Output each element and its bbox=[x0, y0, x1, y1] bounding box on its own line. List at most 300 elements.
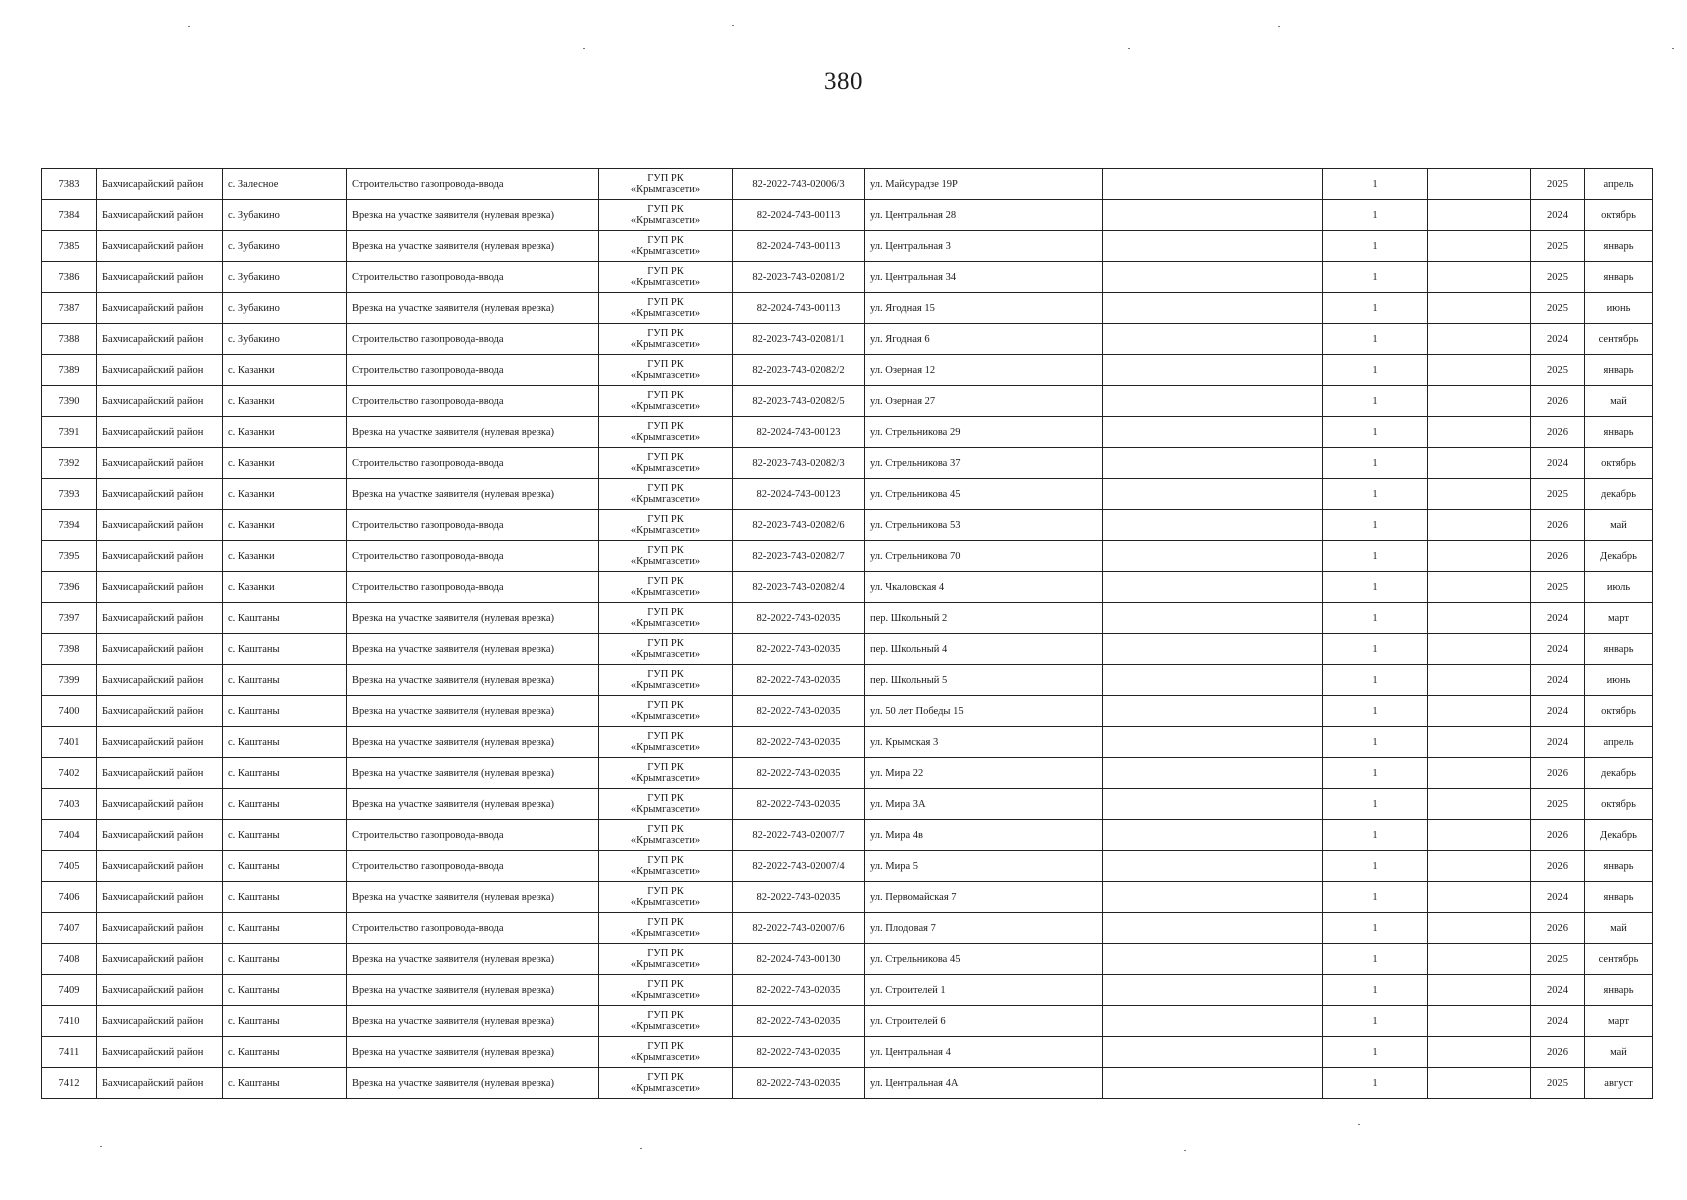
owner-line-2: «Крымгазсети» bbox=[630, 339, 701, 350]
month-cell: январь bbox=[1585, 355, 1653, 386]
owner-line-1: ГУП РК bbox=[647, 886, 684, 897]
district-cell: Бахчисарайский район bbox=[97, 1006, 223, 1037]
quantity-cell: 1 bbox=[1323, 1006, 1428, 1037]
address-cell: ул. Озерная 27 bbox=[865, 386, 1103, 417]
year-cell: 2024 bbox=[1531, 975, 1585, 1006]
table-row bbox=[42, 572, 1653, 603]
settlement-cell: с. Каштаны bbox=[223, 696, 347, 727]
year-cell: 2026 bbox=[1531, 386, 1585, 417]
year-cell: 2026 bbox=[1531, 417, 1585, 448]
owner-line-1: ГУП РК bbox=[647, 1072, 684, 1083]
owner-cell bbox=[599, 169, 733, 200]
empty-cell bbox=[1428, 231, 1531, 262]
row-number: 7401 bbox=[42, 727, 97, 758]
project-code-cell: 82-2022-743-02007/6 bbox=[733, 913, 865, 944]
owner-cell bbox=[599, 572, 733, 603]
year-cell: 2025 bbox=[1531, 1068, 1585, 1099]
empty-cell bbox=[1103, 634, 1323, 665]
row-number: 7383 bbox=[42, 169, 97, 200]
scan-speck bbox=[640, 1148, 642, 1149]
year-cell: 2025 bbox=[1531, 789, 1585, 820]
year-cell: 2025 bbox=[1531, 355, 1585, 386]
year-cell: 2025 bbox=[1531, 479, 1585, 510]
project-code-cell: 82-2022-743-02035 bbox=[733, 634, 865, 665]
row-number: 7389 bbox=[42, 355, 97, 386]
owner-line-2: «Крымгазсети» bbox=[630, 1052, 701, 1063]
empty-cell bbox=[1103, 169, 1323, 200]
work-type-cell: Строительство газопровода-ввода bbox=[347, 510, 599, 541]
month-cell: Декабрь bbox=[1585, 820, 1653, 851]
owner-line-1: ГУП РК bbox=[647, 793, 684, 804]
work-type-cell: Врезка на участке заявителя (нулевая врезка) bbox=[347, 417, 599, 448]
owner-line-1: ГУП РК bbox=[647, 1041, 684, 1052]
owner-line-2: «Крымгазсети» bbox=[630, 835, 701, 846]
empty-cell bbox=[1103, 758, 1323, 789]
district-cell: Бахчисарайский район bbox=[97, 231, 223, 262]
year-cell: 2025 bbox=[1531, 169, 1585, 200]
project-code-cell: 82-2024-743-00123 bbox=[733, 417, 865, 448]
quantity-cell: 1 bbox=[1323, 944, 1428, 975]
year-cell: 2024 bbox=[1531, 448, 1585, 479]
month-cell: Декабрь bbox=[1585, 541, 1653, 572]
project-code-cell: 82-2023-743-02082/2 bbox=[733, 355, 865, 386]
empty-cell bbox=[1103, 386, 1323, 417]
owner-cell bbox=[599, 479, 733, 510]
owner-line-1: ГУП РК bbox=[647, 173, 684, 184]
settlement-cell: с. Каштаны bbox=[223, 913, 347, 944]
work-type-cell: Строительство газопровода-ввода bbox=[347, 324, 599, 355]
owner-line-2: «Крымгазсети» bbox=[630, 990, 701, 1001]
owner-line-2: «Крымгазсети» bbox=[630, 463, 701, 474]
quantity-cell: 1 bbox=[1323, 1037, 1428, 1068]
month-cell: июнь bbox=[1585, 293, 1653, 324]
table-row bbox=[42, 603, 1653, 634]
district-cell: Бахчисарайский район bbox=[97, 603, 223, 634]
row-number: 7411 bbox=[42, 1037, 97, 1068]
empty-cell bbox=[1103, 541, 1323, 572]
project-code-cell: 82-2022-743-02007/4 bbox=[733, 851, 865, 882]
owner-cell bbox=[599, 200, 733, 231]
row-number: 7406 bbox=[42, 882, 97, 913]
settlement-cell: с. Зубакино bbox=[223, 262, 347, 293]
empty-cell bbox=[1103, 510, 1323, 541]
district-cell: Бахчисарайский район bbox=[97, 882, 223, 913]
work-type-cell: Строительство газопровода-ввода bbox=[347, 355, 599, 386]
row-number: 7405 bbox=[42, 851, 97, 882]
row-number: 7386 bbox=[42, 262, 97, 293]
quantity-cell: 1 bbox=[1323, 820, 1428, 851]
settlement-cell: с. Зубакино bbox=[223, 200, 347, 231]
settlement-cell: с. Казанки bbox=[223, 386, 347, 417]
district-cell: Бахчисарайский район bbox=[97, 820, 223, 851]
owner-line-2: «Крымгазсети» bbox=[630, 587, 701, 598]
address-cell: ул. Стрельникова 53 bbox=[865, 510, 1103, 541]
project-code-cell: 82-2023-743-02081/2 bbox=[733, 262, 865, 293]
settlement-cell: с. Казанки bbox=[223, 510, 347, 541]
owner-line-2: «Крымгазсети» bbox=[630, 866, 701, 877]
district-cell: Бахчисарайский район bbox=[97, 1037, 223, 1068]
work-type-cell: Строительство газопровода-ввода bbox=[347, 820, 599, 851]
quantity-cell: 1 bbox=[1323, 355, 1428, 386]
table-row bbox=[42, 355, 1653, 386]
quantity-cell: 1 bbox=[1323, 324, 1428, 355]
quantity-cell: 1 bbox=[1323, 758, 1428, 789]
work-type-cell: Врезка на участке заявителя (нулевая врезка) bbox=[347, 789, 599, 820]
empty-cell bbox=[1428, 293, 1531, 324]
settlement-cell: с. Каштаны bbox=[223, 1037, 347, 1068]
settlement-cell: с. Казанки bbox=[223, 448, 347, 479]
empty-cell bbox=[1428, 417, 1531, 448]
table-row bbox=[42, 417, 1653, 448]
owner-cell bbox=[599, 293, 733, 324]
row-number: 7409 bbox=[42, 975, 97, 1006]
settlement-cell: с. Казанки bbox=[223, 479, 347, 510]
address-cell: ул. Стрельникова 29 bbox=[865, 417, 1103, 448]
owner-cell bbox=[599, 634, 733, 665]
table-row bbox=[42, 665, 1653, 696]
owner-line-2: «Крымгазсети» bbox=[630, 1083, 701, 1094]
empty-cell bbox=[1428, 510, 1531, 541]
owner-cell bbox=[599, 696, 733, 727]
empty-cell bbox=[1428, 944, 1531, 975]
settlement-cell: с. Каштаны bbox=[223, 944, 347, 975]
empty-cell bbox=[1103, 324, 1323, 355]
month-cell: апрель bbox=[1585, 169, 1653, 200]
owner-line-1: ГУП РК bbox=[647, 762, 684, 773]
owner-cell bbox=[599, 913, 733, 944]
month-cell: август bbox=[1585, 1068, 1653, 1099]
owner-cell bbox=[599, 386, 733, 417]
owner-cell bbox=[599, 820, 733, 851]
work-type-cell: Строительство газопровода-ввода bbox=[347, 386, 599, 417]
address-cell: ул. 50 лет Победы 15 bbox=[865, 696, 1103, 727]
empty-cell bbox=[1103, 789, 1323, 820]
owner-cell bbox=[599, 975, 733, 1006]
address-cell: ул. Центральная 3 bbox=[865, 231, 1103, 262]
row-number: 7410 bbox=[42, 1006, 97, 1037]
empty-cell bbox=[1103, 665, 1323, 696]
empty-cell bbox=[1428, 820, 1531, 851]
district-cell: Бахчисарайский район bbox=[97, 851, 223, 882]
district-cell: Бахчисарайский район bbox=[97, 913, 223, 944]
district-cell: Бахчисарайский район bbox=[97, 169, 223, 200]
owner-line-1: ГУП РК bbox=[647, 979, 684, 990]
quantity-cell: 1 bbox=[1323, 913, 1428, 944]
table-row bbox=[42, 510, 1653, 541]
owner-cell bbox=[599, 789, 733, 820]
work-type-cell: Строительство газопровода-ввода bbox=[347, 851, 599, 882]
owner-line-2: «Крымгазсети» bbox=[630, 897, 701, 908]
year-cell: 2026 bbox=[1531, 510, 1585, 541]
settlement-cell: с. Зубакино bbox=[223, 231, 347, 262]
year-cell: 2026 bbox=[1531, 758, 1585, 789]
address-cell: пер. Школьный 4 bbox=[865, 634, 1103, 665]
row-number: 7407 bbox=[42, 913, 97, 944]
address-cell: ул. Мира 4в bbox=[865, 820, 1103, 851]
district-cell: Бахчисарайский район bbox=[97, 1068, 223, 1099]
settlement-cell: с. Каштаны bbox=[223, 603, 347, 634]
scan-speck bbox=[1128, 48, 1130, 49]
district-cell: Бахчисарайский район bbox=[97, 262, 223, 293]
empty-cell bbox=[1103, 417, 1323, 448]
work-type-cell: Врезка на участке заявителя (нулевая врезка) bbox=[347, 944, 599, 975]
quantity-cell: 1 bbox=[1323, 975, 1428, 1006]
owner-line-2: «Крымгазсети» bbox=[630, 680, 701, 691]
project-code-cell: 82-2022-743-02035 bbox=[733, 696, 865, 727]
year-cell: 2025 bbox=[1531, 262, 1585, 293]
empty-cell bbox=[1428, 386, 1531, 417]
month-cell: январь bbox=[1585, 882, 1653, 913]
page-number: 380 bbox=[824, 68, 863, 95]
owner-line-2: «Крымгазсети» bbox=[630, 959, 701, 970]
row-number: 7402 bbox=[42, 758, 97, 789]
empty-cell bbox=[1103, 820, 1323, 851]
settlement-cell: с. Каштаны bbox=[223, 665, 347, 696]
owner-cell bbox=[599, 262, 733, 293]
project-code-cell: 82-2022-743-02007/7 bbox=[733, 820, 865, 851]
owner-line-1: ГУП РК bbox=[647, 638, 684, 649]
address-cell: ул. Чкаловская 4 bbox=[865, 572, 1103, 603]
quantity-cell: 1 bbox=[1323, 634, 1428, 665]
table-row bbox=[42, 1037, 1653, 1068]
project-code-cell: 82-2022-743-02035 bbox=[733, 975, 865, 1006]
empty-cell bbox=[1103, 1068, 1323, 1099]
empty-cell bbox=[1103, 1037, 1323, 1068]
owner-line-2: «Крымгазсети» bbox=[630, 246, 701, 257]
year-cell: 2025 bbox=[1531, 231, 1585, 262]
table-row bbox=[42, 479, 1653, 510]
empty-cell bbox=[1428, 758, 1531, 789]
month-cell: январь bbox=[1585, 262, 1653, 293]
project-code-cell: 82-2024-743-00130 bbox=[733, 944, 865, 975]
empty-cell bbox=[1428, 262, 1531, 293]
table-row bbox=[42, 1006, 1653, 1037]
month-cell: декабрь bbox=[1585, 479, 1653, 510]
owner-cell bbox=[599, 324, 733, 355]
project-code-cell: 82-2022-743-02035 bbox=[733, 1006, 865, 1037]
quantity-cell: 1 bbox=[1323, 851, 1428, 882]
table-row bbox=[42, 448, 1653, 479]
row-number: 7399 bbox=[42, 665, 97, 696]
owner-line-2: «Крымгазсети» bbox=[630, 742, 701, 753]
settlement-cell: с. Каштаны bbox=[223, 789, 347, 820]
empty-cell bbox=[1103, 200, 1323, 231]
settlement-cell: с. Залесное bbox=[223, 169, 347, 200]
year-cell: 2026 bbox=[1531, 820, 1585, 851]
settlement-cell: с. Каштаны bbox=[223, 975, 347, 1006]
work-type-cell: Врезка на участке заявителя (нулевая врезка) bbox=[347, 231, 599, 262]
owner-line-2: «Крымгазсети» bbox=[630, 711, 701, 722]
owner-line-2: «Крымгазсети» bbox=[630, 618, 701, 629]
quantity-cell: 1 bbox=[1323, 479, 1428, 510]
work-type-cell: Строительство газопровода-ввода bbox=[347, 169, 599, 200]
work-type-cell: Врезка на участке заявителя (нулевая врезка) bbox=[347, 758, 599, 789]
scan-speck bbox=[732, 25, 734, 26]
owner-cell bbox=[599, 541, 733, 572]
year-cell: 2025 bbox=[1531, 293, 1585, 324]
row-number: 7390 bbox=[42, 386, 97, 417]
work-type-cell: Врезка на участке заявителя (нулевая врезка) bbox=[347, 634, 599, 665]
work-type-cell: Врезка на участке заявителя (нулевая врезка) bbox=[347, 293, 599, 324]
row-number: 7412 bbox=[42, 1068, 97, 1099]
row-number: 7385 bbox=[42, 231, 97, 262]
owner-line-2: «Крымгазсети» bbox=[630, 432, 701, 443]
owner-cell bbox=[599, 231, 733, 262]
month-cell: март bbox=[1585, 603, 1653, 634]
empty-cell bbox=[1103, 262, 1323, 293]
project-code-cell: 82-2022-743-02035 bbox=[733, 758, 865, 789]
table-row bbox=[42, 696, 1653, 727]
owner-line-2: «Крымгазсети» bbox=[630, 277, 701, 288]
empty-cell bbox=[1103, 913, 1323, 944]
work-type-cell: Строительство газопровода-ввода bbox=[347, 541, 599, 572]
scan-speck bbox=[100, 1146, 102, 1147]
settlement-cell: с. Каштаны bbox=[223, 1006, 347, 1037]
row-number: 7404 bbox=[42, 820, 97, 851]
settlement-cell: с. Казанки bbox=[223, 541, 347, 572]
month-cell: октябрь bbox=[1585, 200, 1653, 231]
owner-line-2: «Крымгазсети» bbox=[630, 184, 701, 195]
owner-line-2: «Крымгазсети» bbox=[630, 773, 701, 784]
quantity-cell: 1 bbox=[1323, 665, 1428, 696]
row-number: 7391 bbox=[42, 417, 97, 448]
empty-cell bbox=[1428, 696, 1531, 727]
owner-line-1: ГУП РК bbox=[647, 235, 684, 246]
empty-cell bbox=[1428, 200, 1531, 231]
project-code-cell: 82-2022-743-02035 bbox=[733, 1037, 865, 1068]
owner-line-1: ГУП РК bbox=[647, 266, 684, 277]
row-number: 7393 bbox=[42, 479, 97, 510]
row-number: 7387 bbox=[42, 293, 97, 324]
project-code-cell: 82-2022-743-02035 bbox=[733, 1068, 865, 1099]
empty-cell bbox=[1103, 603, 1323, 634]
owner-cell bbox=[599, 1006, 733, 1037]
table-row bbox=[42, 200, 1653, 231]
owner-cell bbox=[599, 448, 733, 479]
year-cell: 2024 bbox=[1531, 603, 1585, 634]
empty-cell bbox=[1428, 448, 1531, 479]
quantity-cell: 1 bbox=[1323, 727, 1428, 758]
month-cell: январь bbox=[1585, 851, 1653, 882]
work-type-cell: Строительство газопровода-ввода bbox=[347, 262, 599, 293]
empty-cell bbox=[1103, 882, 1323, 913]
row-number: 7392 bbox=[42, 448, 97, 479]
empty-cell bbox=[1103, 293, 1323, 324]
month-cell: сентябрь bbox=[1585, 944, 1653, 975]
quantity-cell: 1 bbox=[1323, 262, 1428, 293]
year-cell: 2024 bbox=[1531, 696, 1585, 727]
owner-line-2: «Крымгазсети» bbox=[630, 370, 701, 381]
empty-cell bbox=[1103, 696, 1323, 727]
project-code-cell: 82-2024-743-00113 bbox=[733, 293, 865, 324]
project-code-cell: 82-2022-743-02035 bbox=[733, 603, 865, 634]
owner-cell bbox=[599, 665, 733, 696]
address-cell: ул. Центральная 28 bbox=[865, 200, 1103, 231]
empty-cell bbox=[1428, 851, 1531, 882]
empty-cell bbox=[1103, 572, 1323, 603]
quantity-cell: 1 bbox=[1323, 789, 1428, 820]
row-number: 7394 bbox=[42, 510, 97, 541]
quantity-cell: 1 bbox=[1323, 1068, 1428, 1099]
table-row bbox=[42, 882, 1653, 913]
project-code-cell: 82-2022-743-02035 bbox=[733, 665, 865, 696]
row-number: 7397 bbox=[42, 603, 97, 634]
owner-line-1: ГУП РК bbox=[647, 1010, 684, 1021]
district-cell: Бахчисарайский район bbox=[97, 789, 223, 820]
empty-cell bbox=[1428, 169, 1531, 200]
quantity-cell: 1 bbox=[1323, 882, 1428, 913]
work-type-cell: Врезка на участке заявителя (нулевая врезка) bbox=[347, 696, 599, 727]
owner-line-2: «Крымгазсети» bbox=[630, 804, 701, 815]
year-cell: 2026 bbox=[1531, 851, 1585, 882]
month-cell: июнь bbox=[1585, 665, 1653, 696]
table-row bbox=[42, 944, 1653, 975]
quantity-cell: 1 bbox=[1323, 417, 1428, 448]
district-cell: Бахчисарайский район bbox=[97, 541, 223, 572]
owner-line-1: ГУП РК bbox=[647, 483, 684, 494]
project-code-cell: 82-2023-743-02082/6 bbox=[733, 510, 865, 541]
settlement-cell: с. Казанки bbox=[223, 355, 347, 386]
district-cell: Бахчисарайский район bbox=[97, 944, 223, 975]
project-code-cell: 82-2024-743-00113 bbox=[733, 231, 865, 262]
owner-cell bbox=[599, 603, 733, 634]
owner-cell bbox=[599, 417, 733, 448]
year-cell: 2026 bbox=[1531, 1037, 1585, 1068]
address-cell: пер. Школьный 2 bbox=[865, 603, 1103, 634]
year-cell: 2024 bbox=[1531, 727, 1585, 758]
empty-cell bbox=[1103, 479, 1323, 510]
owner-line-1: ГУП РК bbox=[647, 576, 684, 587]
owner-line-2: «Крымгазсети» bbox=[630, 494, 701, 505]
row-number: 7384 bbox=[42, 200, 97, 231]
settlement-cell: с. Каштаны bbox=[223, 882, 347, 913]
settlement-cell: с. Зубакино bbox=[223, 324, 347, 355]
month-cell: май bbox=[1585, 1037, 1653, 1068]
month-cell: октябрь bbox=[1585, 448, 1653, 479]
work-type-cell: Врезка на участке заявителя (нулевая врезка) bbox=[347, 479, 599, 510]
empty-cell bbox=[1103, 231, 1323, 262]
owner-line-1: ГУП РК bbox=[647, 359, 684, 370]
empty-cell bbox=[1103, 975, 1323, 1006]
work-type-cell: Врезка на участке заявителя (нулевая врезка) bbox=[347, 1037, 599, 1068]
empty-cell bbox=[1428, 1037, 1531, 1068]
project-code-cell: 82-2023-743-02082/7 bbox=[733, 541, 865, 572]
empty-cell bbox=[1428, 572, 1531, 603]
year-cell: 2024 bbox=[1531, 1006, 1585, 1037]
settlement-cell: с. Каштаны bbox=[223, 634, 347, 665]
address-cell: ул. Крымская 3 bbox=[865, 727, 1103, 758]
owner-line-2: «Крымгазсети» bbox=[630, 308, 701, 319]
table-row bbox=[42, 169, 1653, 200]
empty-cell bbox=[1428, 603, 1531, 634]
table-row bbox=[42, 820, 1653, 851]
month-cell: июль bbox=[1585, 572, 1653, 603]
table-row bbox=[42, 324, 1653, 355]
district-cell: Бахчисарайский район bbox=[97, 293, 223, 324]
empty-cell bbox=[1428, 727, 1531, 758]
empty-cell bbox=[1103, 851, 1323, 882]
owner-line-1: ГУП РК bbox=[647, 514, 684, 525]
table-row bbox=[42, 231, 1653, 262]
empty-cell bbox=[1428, 975, 1531, 1006]
address-cell: ул. Первомайская 7 bbox=[865, 882, 1103, 913]
table-row bbox=[42, 913, 1653, 944]
work-type-cell: Врезка на участке заявителя (нулевая врезка) bbox=[347, 727, 599, 758]
owner-line-1: ГУП РК bbox=[647, 204, 684, 215]
owner-cell bbox=[599, 882, 733, 913]
quantity-cell: 1 bbox=[1323, 169, 1428, 200]
district-cell: Бахчисарайский район bbox=[97, 727, 223, 758]
